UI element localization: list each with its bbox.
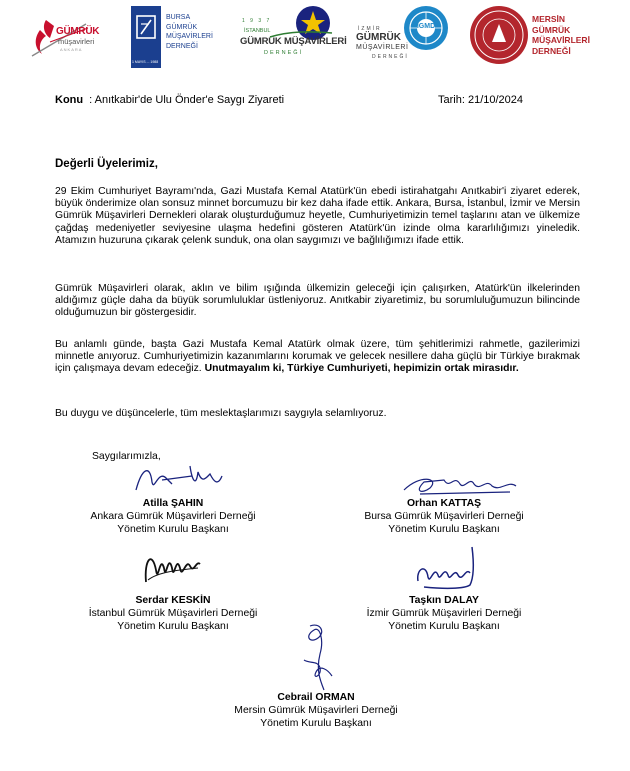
istanbul-logo-main: GÜMRÜK MÜŞAVİRLERİ bbox=[240, 36, 347, 47]
izmir-logo-word: GÜMRÜK bbox=[356, 32, 401, 43]
bursa-logo-tiny: 1 MAYIS ... 1988 bbox=[132, 60, 159, 64]
bursa-logo-emblem bbox=[131, 6, 161, 56]
bursa-logo-line: MÜŞAVİRLERİ bbox=[166, 33, 213, 40]
signatory-title: Yönetim Kurulu Başkanı bbox=[260, 718, 372, 729]
greeting: Değerli Üyelerimiz, bbox=[55, 158, 158, 170]
istanbul-logo-year: 1 9 3 7 bbox=[242, 18, 272, 24]
paragraph-4: Bu duygu ve düşüncelerle, tüm meslektaşlarımızı saygıyla selamlıyoruz. bbox=[55, 408, 387, 419]
mersin-logo-line: MÜŞAVİRLERİ bbox=[532, 35, 590, 45]
bursa-logo-block bbox=[131, 6, 161, 68]
izmir-logo-badge-text: İGMD bbox=[416, 23, 436, 30]
subject-label: Konu bbox=[55, 94, 84, 106]
bursa-logo-text bbox=[166, 13, 213, 51]
closing-phrase: Saygılarımızla, bbox=[92, 451, 161, 462]
signatory-title: Yönetim Kurulu Başkanı bbox=[117, 621, 229, 632]
ankara-logo-sub: müşavirleri bbox=[58, 37, 95, 46]
signatory-org: Ankara Gümrük Müşavirleri Derneği bbox=[90, 511, 256, 522]
signatory-org: Mersin Gümrük Müşavirleri Derneği bbox=[234, 705, 398, 716]
mersin-logo-line: GÜMRÜK bbox=[532, 24, 571, 35]
mersin-association-logo bbox=[470, 4, 590, 70]
paragraph-3-text: Bu anlamlı günde, başta Gazi Mustafa Kemal Atatürk olmak üzere, tüm şehitlerimizi rahmetle, gazilerimizi minnetle anıyoruz. Cumhuriyetimizin kazanımlarını korumak ve gelecek nesillere daha güçlü bir Türkiye bırakmak için çalışmaya devam edeceğiz. bbox=[55, 339, 580, 375]
signatory-org: Bursa Gümrük Müşavirleri Derneği bbox=[364, 511, 524, 522]
ankara-association-logo bbox=[26, 4, 108, 70]
bursa-association-logo bbox=[131, 4, 211, 70]
izmir-association-logo bbox=[356, 4, 454, 70]
signatory-name: Cebrail ORMAN bbox=[277, 692, 355, 703]
izmir-logo-city: İZMİR bbox=[358, 26, 382, 32]
istanbul-logo-swoosh bbox=[240, 30, 336, 38]
signatory-title: Yönetim Kurulu Başkanı bbox=[388, 524, 500, 535]
signature-izmir bbox=[414, 543, 494, 591]
signatory-name: Taşkın DALAY bbox=[409, 595, 479, 606]
mersin-logo-seal bbox=[470, 6, 528, 64]
signature-istanbul bbox=[138, 540, 208, 590]
ankara-logo-word: GÜMRÜK bbox=[56, 26, 100, 37]
signatory-ankara bbox=[62, 497, 284, 536]
subject-text: : Anıtkabir'de Ulu Önder'e Saygı Ziyareti bbox=[89, 94, 285, 106]
seal-icon bbox=[470, 6, 528, 64]
bursa-logo-line: BURSA bbox=[166, 14, 191, 21]
izmir-logo-dernek: DERNEĞİ bbox=[372, 54, 409, 60]
signatory-name: Atilla ŞAHIN bbox=[142, 498, 204, 509]
paragraph-3-emphasis: Unutmayalım ki, Türkiye Cumhuriyeti, hepimizin ortak mirasıdır. bbox=[204, 363, 519, 375]
mersin-logo-text bbox=[532, 14, 590, 56]
signatory-org: İzmir Gümrük Müşavirleri Derneği bbox=[366, 608, 522, 619]
istanbul-logo-city: İSTANBUL bbox=[244, 28, 271, 34]
paragraph-3 bbox=[55, 339, 580, 376]
signatory-name: Orhan KATTAŞ bbox=[406, 498, 482, 509]
subject-line bbox=[55, 94, 284, 106]
mersin-logo-line: DERNEĞİ bbox=[532, 45, 571, 56]
signatory-istanbul bbox=[62, 594, 284, 633]
signatory-title: Yönetim Kurulu Başkanı bbox=[117, 524, 229, 535]
letter-date: Tarih: 21/10/2024 bbox=[438, 94, 524, 106]
signatory-org: İstanbul Gümrük Müşavirleri Derneği bbox=[88, 608, 258, 619]
signatory-name: Serdar KESKİN bbox=[135, 595, 211, 606]
paragraph-2: Gümrük Müşavirleri olarak, aklın ve bilim ışığında ülkemizin geleceği için çalışırken, Atatürk'ün ilkelerinden aldığımız güçle daha da büyük sorumluluklar üstleniyoruz. Anıtkabir ziyaretimiz, bu sorumluluğumuzun bilincinde olduğumuzun bir göstergesidir. bbox=[55, 283, 580, 319]
signature-mersin bbox=[290, 620, 346, 696]
izmir-logo-badge bbox=[404, 6, 448, 50]
signatory-bursa bbox=[333, 497, 555, 536]
paragraph-1: 29 Ekim Cumhuriyet Bayramı'nda, Gazi Mustafa Kemal Atatürk'ün ebedi istirahatgahı Anıtkabir'i ziyaret ederek, büyük önderimize olan sonsuz minnet borcumuzu bir kez daha ifade ettik. Ankara, Bursa, İstanbul, İzmir ve Mersin Gümrük Müşavirleri Dernekleri olarak oluşturduğumuz heyetle, Cumhuriyetimizin temel taşlarını atan ve ülkemize çağdaş medeniyetler seviyesine ulaşma hedefini gösteren Atatürk'ün izinde olma kararlılığımızı yineledik. Atamızın huzuruna çıkarak çelenk sunduk, ona olan saygımızı ve bağlılığımızı ifade ettik. bbox=[55, 186, 580, 246]
signature-bursa bbox=[400, 470, 520, 500]
mersin-logo-line: MERSİN bbox=[532, 14, 566, 24]
signatory-title: Yönetim Kurulu Başkanı bbox=[388, 621, 500, 632]
izmir-logo-sub: MÜŞAVİRLERİ bbox=[356, 44, 409, 51]
signatory-mersin bbox=[205, 691, 427, 730]
signature-ankara bbox=[132, 458, 232, 498]
signatory-izmir bbox=[333, 594, 555, 633]
bursa-logo-line: GÜMRÜK bbox=[166, 23, 198, 31]
istanbul-association-logo bbox=[240, 4, 347, 70]
ankara-logo-tiny: ANKARA bbox=[60, 47, 83, 52]
istanbul-logo-dernek: DERNEĞİ bbox=[264, 50, 304, 56]
bursa-logo-line: DERNEĞİ bbox=[166, 42, 198, 50]
